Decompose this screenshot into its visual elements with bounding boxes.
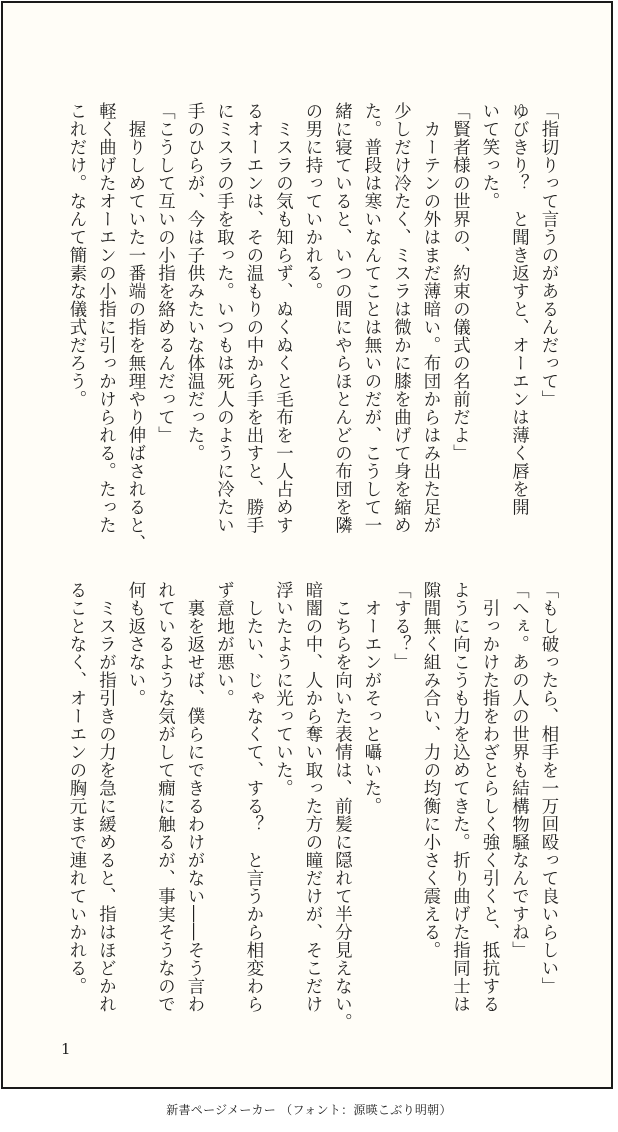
top-text-block — [42, 102, 562, 562]
text-line: れているような気がして癇に触るが、事実そうなので — [154, 581, 175, 1013]
text-line: 暗闇の中、人から奪い取った方の瞳だけが、そこだけ — [302, 581, 322, 1013]
text-line: 軽く曲げたオーエンの小指に引っかけられる。たった — [95, 102, 116, 534]
text-line: 「する？」 — [390, 581, 411, 671]
text-line: こちらを向いた表情は、前髪に隠れて半分見えない。 — [331, 581, 352, 1031]
text-line: ように向こうも力を込めてきた。折り曲げた指同士は — [449, 581, 470, 1013]
footer-caption: 新書ページメーカー （フォント：源暎こぶり明朝） — [166, 1103, 452, 1117]
text-line: 浮いたように光っていた。 — [272, 581, 293, 797]
text-line: カーテンの外はまだ薄暗い。布団からはみ出た足が — [420, 102, 440, 534]
text-line: ず意地が悪い。 — [213, 581, 234, 707]
text-line: いて笑った。 — [479, 102, 499, 210]
text-line: 少しだけ冷たく、ミスラは微かに膝を曲げて身を縮め — [390, 102, 411, 534]
text-line: 「賢者様の世界の、約束の儀式の名前だよ」 — [449, 102, 470, 462]
text-line: の男に持っていかれる。 — [302, 102, 322, 300]
text-line: 「へぇ。あの人の世界も結構物騒なんですね」 — [508, 581, 529, 959]
text-line: にミスラの手を取った。いつもは死人のように冷たい — [213, 102, 234, 534]
text-line: 引っかけた指をわざとらしく強く引くと、抵抗する — [479, 581, 499, 1013]
text-line: 「こうして互いの小指を絡めるんだって」 — [154, 102, 175, 444]
text-line: ミスラが指引きの力を急に緩めると、指はほどかれ — [95, 581, 116, 1013]
text-line: 握りしめていた一番端の指を無理やり伸ばされると、 — [125, 102, 145, 552]
page-number: 1 — [61, 1040, 71, 1058]
text-line: 「もし破ったら、相手を一万回殴って良いらしい」 — [538, 581, 558, 995]
text-line: 何も返さない。 — [125, 581, 145, 707]
text-line: た。普段は寒いなんてことは無いのだが、こうして一 — [361, 102, 381, 534]
text-line: 「指切りって言うのがあるんだって」 — [538, 102, 558, 408]
text-line: ゆびきり？ と聞き返すと、オーエンは薄く唇を開 — [508, 102, 529, 516]
bottom-text-block — [42, 581, 562, 1031]
text-line: オーエンがそっと囁いた。 — [361, 581, 381, 815]
book-page — [1, 1, 613, 1089]
text-line: ミスラの気も知らず、ぬくぬくと毛布を一人占めす — [272, 102, 293, 534]
text-line: 手のひらが、今は子供みたいな体温だった。 — [184, 102, 204, 462]
text-line: ることなく、オーエンの胸元まで連れていかれる。 — [66, 581, 86, 995]
text-line: 隙間無く組み合い、力の均衡に小さく震える。 — [420, 581, 440, 959]
text-line: したい、じゃなくて、する？ と言うから相変わら — [243, 581, 263, 1013]
text-line: 裏を返せば、僕らにできるわけがない――そう言わ — [184, 581, 204, 1013]
text-line: 緒に寝ていると、いつの間にやらほとんどの布団を隣 — [331, 102, 352, 534]
text-line: これだけ。なんて簡素な儀式だろう。 — [66, 102, 86, 408]
text-line: るオーエンは、その温もりの中から手を出すと、勝手 — [243, 102, 263, 534]
